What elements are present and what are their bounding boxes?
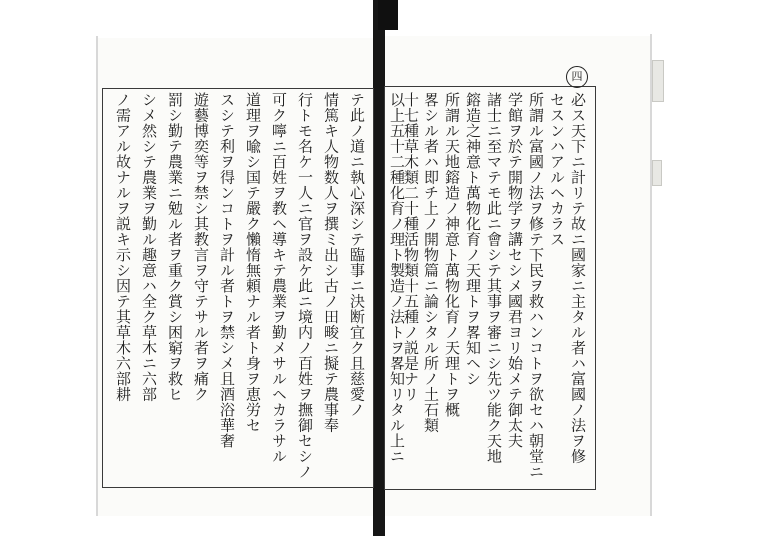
right-page-edge (650, 34, 652, 516)
left-column: スシテ利ヲ得ンコトヲ計ル者トヲ禁シメ且酒浴華奢 (218, 92, 236, 449)
right-page-tab-lower (652, 160, 662, 186)
left-column: 可ク嚀ニ百姓ヲ教ヘ導キテ農業ヲ勤メサルヘカラサル (270, 92, 288, 464)
right-column: 所謂ル天地鎔造ノ神意ト萬物化育ノ天理トヲ概 (443, 92, 461, 418)
left-column: 遊藝博奕等ヲ禁シ其教言ヲ守テサル者ヲ痛ク (192, 92, 210, 402)
right-column: 学館ヲ於テ開物学ヲ講セシメ國君ヨリ始メテ御太夫 (506, 92, 524, 449)
left-column: 行トモ名ケ一人ニ官ヲ設ケ此ニ境内ノ百姓ヲ撫御セシノ (296, 92, 314, 480)
left-column: 道理ヲ喩シ国テ嚴ク懶惰無頼ナル者ト身ヲ恵労セ (244, 92, 262, 433)
right-column: 畧シル者ハ即チ上ノ開物篇ニ論シタル所ノ土石類 (422, 92, 440, 433)
right-column: 十七種草木類二十種活物類十五種ノ説是ナリ (402, 92, 420, 402)
right-column: 鎔造之神意ト萬物化育ノ天理トヲ畧知ヘシ (464, 92, 482, 387)
left-page-edge (96, 36, 98, 516)
left-column: ノ需アル故ナルヲ説キ示シ因テ其草木六部耕 (114, 92, 132, 402)
left-column: 情篤キ人物数人ヲ撰ミ出シ古ノ田畯ニ擬テ農事奉 (322, 92, 340, 433)
right-column: セスンハアルヘカラス (548, 92, 566, 247)
book-gutter-top (378, 0, 398, 30)
right-column: 以上五十二種化育ノ理ト製造ノ法トヲ畧知リタル上ニ (388, 92, 406, 464)
right-column: 諸士ニ至マテモ此ニ會シテ其事ヲ審ニシ先ツ能ク天地 (485, 92, 503, 464)
right-page-tab (652, 60, 664, 102)
right-column: 所謂ル富國ノ法ヲ修テ下民ヲ救ハンコトヲ欲セハ朝堂ニ (527, 92, 545, 480)
page-number: 四 (566, 66, 588, 88)
right-column: 必ス天下ニ計リテ故ニ國家ニ主タル者ハ富國ノ法ヲ修 (569, 92, 587, 464)
left-column: テ此ノ道ニ執心深シテ臨事ニ決断宜ク且慈愛ノ (348, 92, 366, 418)
left-column: 罰シ勤テ農業ニ勉ル者ヲ重ク賞シ困窮ヲ救ヒ (166, 92, 184, 402)
left-column: シメ然シテ農業ヲ勤ル趣意ハ全ク草木ニ六部 (140, 92, 158, 402)
